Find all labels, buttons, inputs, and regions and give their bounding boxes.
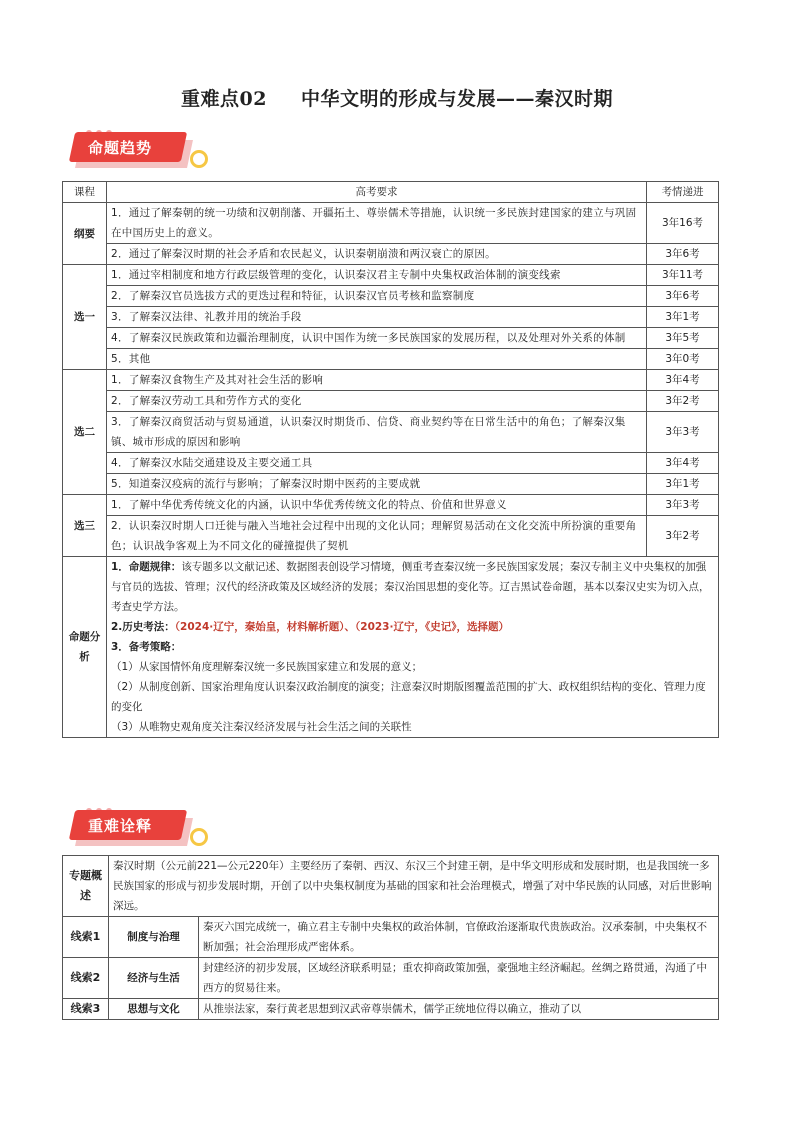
ring-icon xyxy=(190,150,208,168)
table-row xyxy=(63,412,719,453)
title-main: 中华文明的形成与发展——秦汉时期 xyxy=(300,88,613,110)
requirement-cell: 1．通过了解秦朝的统一功绩和汉朝削藩、开疆拓土、尊崇儒术等措施，认识统一多民族封建国家的建立与巩固在中国历史上的意义。 xyxy=(107,203,647,244)
header-requirement: 高考要求 xyxy=(107,182,647,203)
count-cell: 3年0考 xyxy=(647,349,719,370)
count-cell: 3年5考 xyxy=(647,328,719,349)
category-cell: 选一 xyxy=(63,265,107,370)
overview-row xyxy=(63,856,719,917)
requirements-table xyxy=(62,181,719,738)
threads-table xyxy=(62,855,719,1020)
thread-text: 从推崇法家，秦行黄老思想到汉武帝尊崇儒术，儒学正统地位得以确立，推动了以 xyxy=(199,999,719,1020)
requirement-cell: 2．了解秦汉劳动工具和劳作方式的变化 xyxy=(107,391,647,412)
strategy-item: （1）从家国情怀角度理解秦汉统一多民族国家建立和发展的意义； xyxy=(111,661,423,673)
section-ribbon-key xyxy=(72,806,212,844)
strategy-item: （3）从唯物史观角度关注秦汉经济发展与社会生活之间的关联性 xyxy=(111,721,412,733)
requirement-cell: 2．通过了解秦汉时期的社会矛盾和农民起义，认识秦朝崩溃和两汉衰亡的原因。 xyxy=(107,244,647,265)
count-cell: 3年4考 xyxy=(647,370,719,391)
category-cell: 选三 xyxy=(63,495,107,557)
analysis-row xyxy=(63,557,719,738)
count-cell: 3年11考 xyxy=(647,265,719,286)
requirement-cell: 2．认识秦汉时期人口迁徙与融入当地社会过程中出现的文化认同；理解贸易活动在文化交流中所扮演的重要角色；认识战争客观上为不同文化的碰撞提供了契机 xyxy=(107,516,647,557)
overview-label: 专题概述 xyxy=(63,856,109,917)
header-course: 课程 xyxy=(63,182,107,203)
requirement-cell: 5．其他 xyxy=(107,349,647,370)
count-cell: 3年3考 xyxy=(647,495,719,516)
table-row xyxy=(63,286,719,307)
ring-icon xyxy=(190,828,208,846)
table-row xyxy=(63,370,719,391)
strategy-item: （2）从制度创新、国家治理角度认识秦汉政治制度的演变；注意秦汉时期版图覆盖范围的扩大、政权组织结构的变化、管理力度的变化 xyxy=(111,681,706,713)
table-row xyxy=(63,453,719,474)
requirement-cell: 1．了解中华优秀传统文化的内涵，认识中华优秀传统文化的特点、价值和世界意义 xyxy=(107,495,647,516)
thread-label: 线索2 xyxy=(63,958,109,999)
count-cell: 3年1考 xyxy=(647,307,719,328)
count-cell: 3年3考 xyxy=(647,412,719,453)
count-cell: 3年2考 xyxy=(647,516,719,557)
table-row xyxy=(63,307,719,328)
rule-text: 该专题多以文献记述、数据图表创设学习情境，侧重考查秦汉统一多民族国家发展；秦汉专制主义中央集权的加强与官员的选拔、管理；汉代的经济政策及区域经济的发展；秦汉治国思想的变化等。辽吉黑试卷命题，基本以秦汉史实为切入点，考查史学方法。 xyxy=(111,561,710,613)
history-text: （2024·辽宁，秦始皇，材料解析题）、（2023·辽宁，《史记》，选择题） xyxy=(174,621,509,633)
section-ribbon-trend xyxy=(72,128,212,166)
requirement-cell: 2．了解秦汉官员选拔方式的更迭过程和特征，认识秦汉官员考核和监察制度 xyxy=(107,286,647,307)
table-row xyxy=(63,349,719,370)
category-cell: 命题分析 xyxy=(63,557,107,738)
thread-text: 秦灭六国完成统一，确立君主专制中央集权的政治体制，官僚政治逐渐取代贵族政治。汉承秦制，中央集权不断加强；社会治理形成严密体系。 xyxy=(199,917,719,958)
requirement-cell: 3．了解秦汉商贸活动与贸易通道，认识秦汉时期货币、信贷、商业契约等在日常生活中的角色；了解秦汉集镇、城市形成的原因和影响 xyxy=(107,412,647,453)
thread-name: 制度与治理 xyxy=(109,917,199,958)
header-trend: 考情递进 xyxy=(647,182,719,203)
count-cell: 3年2考 xyxy=(647,391,719,412)
table-row xyxy=(63,391,719,412)
analysis-cell xyxy=(107,557,719,738)
requirement-cell: 1．通过宰相制度和地方行政层级管理的变化，认识秦汉君主专制中央集权政治体制的演变线索 xyxy=(107,265,647,286)
table-header-row xyxy=(63,182,719,203)
requirement-cell: 1．了解秦汉食物生产及其对社会生活的影响 xyxy=(107,370,647,391)
section-label-trend: 命题趋势 xyxy=(88,139,153,157)
table-row xyxy=(63,265,719,286)
thread-row xyxy=(63,999,719,1020)
requirement-cell: 3．了解秦汉法律、礼教并用的统治手段 xyxy=(107,307,647,328)
requirement-cell: 4．了解秦汉民族政策和边疆治理制度，认识中国作为统一多民族国家的发展历程，以及处理对外关系的体制 xyxy=(107,328,647,349)
requirement-cell: 4．了解秦汉水陆交通建设及主要交通工具 xyxy=(107,453,647,474)
rule-label: 1．命题规律： xyxy=(111,561,182,573)
table-row xyxy=(63,328,719,349)
table-row xyxy=(63,244,719,265)
page-title xyxy=(0,84,794,111)
count-cell: 3年6考 xyxy=(647,286,719,307)
thread-name: 思想与文化 xyxy=(109,999,199,1020)
count-cell: 3年1考 xyxy=(647,474,719,495)
history-label: 2.历史考法： xyxy=(111,621,175,633)
table-row xyxy=(63,516,719,557)
thread-label: 线索3 xyxy=(63,999,109,1020)
table-row xyxy=(63,495,719,516)
category-cell: 选二 xyxy=(63,370,107,495)
count-cell: 3年16考 xyxy=(647,203,719,244)
thread-row xyxy=(63,917,719,958)
requirement-cell: 5．知道秦汉疫病的流行与影响；了解秦汉时期中医药的主要成就 xyxy=(107,474,647,495)
thread-name: 经济与生活 xyxy=(109,958,199,999)
overview-text: 秦汉时期（公元前221—公元220年）主要经历了秦朝、西汉、东汉三个封建王朝，是中华文明形成和发展时期，也是我国统一多民族国家的形成与初步发展时期，开创了以中央集权制度为基础的国家和社会治理模式，增强了对中华民族的认同感，对后世影响深远。 xyxy=(109,856,719,917)
count-cell: 3年6考 xyxy=(647,244,719,265)
strategy-label: 3．备考策略： xyxy=(111,641,182,653)
table-row xyxy=(63,203,719,244)
thread-label: 线索1 xyxy=(63,917,109,958)
table-row xyxy=(63,474,719,495)
category-cell: 纲要 xyxy=(63,203,107,265)
thread-text: 封建经济的初步发展，区域经济联系明显；重农抑商政策加强，豪强地主经济崛起。丝绸之路贯通，沟通了中西方的贸易往来。 xyxy=(199,958,719,999)
count-cell: 3年4考 xyxy=(647,453,719,474)
title-prefix: 重难点02 xyxy=(181,88,267,110)
thread-row xyxy=(63,958,719,999)
section-label-key: 重难诠释 xyxy=(88,817,153,835)
